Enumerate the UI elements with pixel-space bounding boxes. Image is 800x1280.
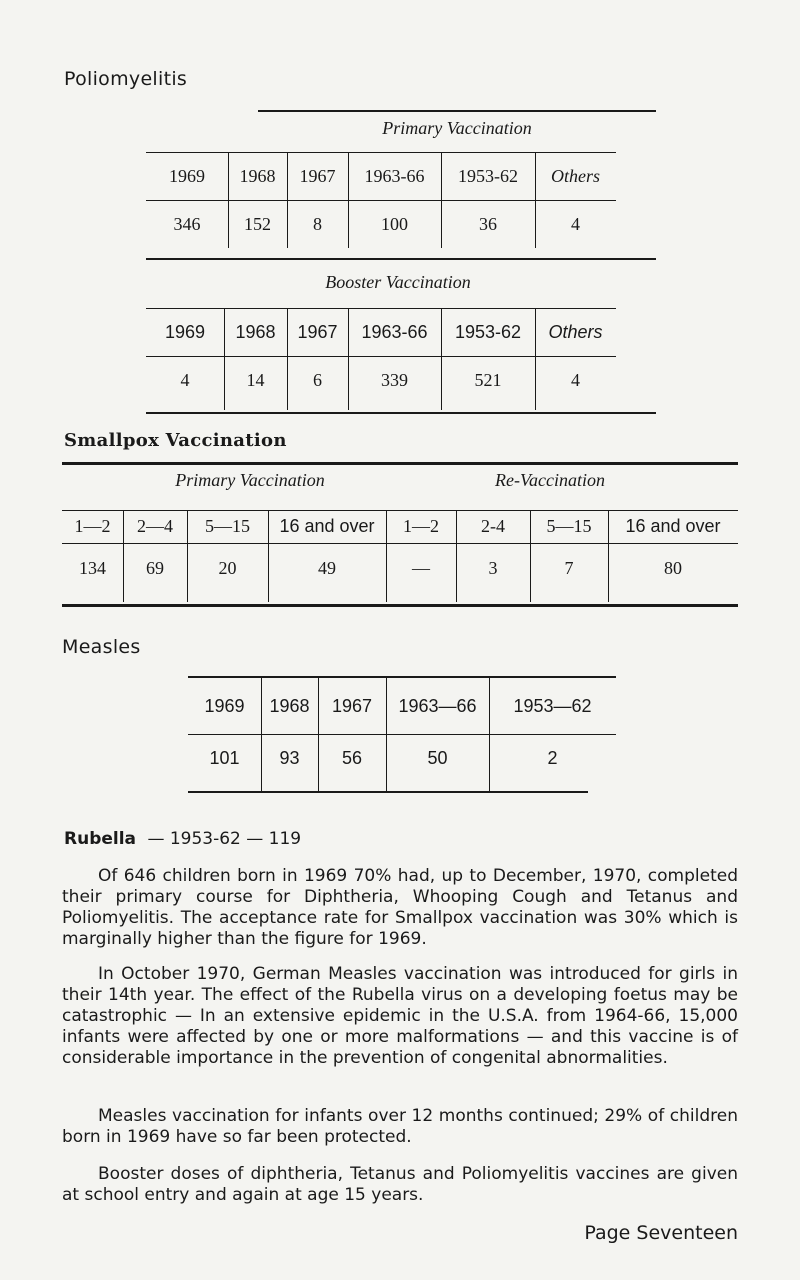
- polio-primary-value: 346: [173, 214, 201, 234]
- polio-primary-value: 152: [244, 214, 271, 234]
- paragraph: In October 1970, German Measles vaccination was introduced for girls in their 14th year. The effect of the Rubella virus on a developing foetus may be catastrophic — In an extensive epidemic in the U.S.A. from 1964-66, 15,000 infants were affected by one or more malformations — and this vaccine is of considerable importance in the prevention of congenital abnormalities.: [62, 964, 738, 1068]
- polio-heading: Poliomyelitis: [64, 68, 188, 90]
- polio-primary-header: 1963-66: [364, 166, 425, 186]
- measles-header: 1963—66: [398, 696, 477, 716]
- smallpox-header: 1—2: [74, 516, 111, 536]
- smallpox-revacc-caption: Re-Vaccination: [495, 470, 605, 490]
- smallpox-value: 3: [488, 558, 498, 578]
- smallpox-primary-caption: Primary Vaccination: [175, 470, 325, 490]
- smallpox-header: 1—2: [403, 516, 439, 536]
- polio-primary-header: 1967: [299, 166, 336, 186]
- polio-booster-value: 521: [474, 370, 502, 390]
- paragraph: Booster doses of diphtheria, Tetanus and Poliomyelitis vaccines are given at school entry and again at age 15 years.: [62, 1164, 738, 1205]
- page-number: Page Seventeen: [584, 1222, 738, 1244]
- smallpox-header: 2-4: [481, 516, 505, 536]
- measles-header: 1967: [331, 696, 373, 716]
- polio-primary-header: 1953-62: [458, 166, 518, 186]
- smallpox-header: 16 and over: [279, 516, 375, 536]
- smallpox-value: 134: [79, 558, 106, 578]
- polio-booster-header: 1963-66: [361, 322, 428, 342]
- measles-header: 1969: [204, 696, 245, 716]
- polio-booster-header: 1953-62: [454, 322, 522, 342]
- polio-booster-header: 1969: [164, 322, 206, 342]
- polio-primary-header: 1969: [169, 166, 205, 186]
- smallpox-header: 5—15: [205, 516, 250, 536]
- smallpox-header: 5—15: [546, 516, 592, 536]
- smallpox-value: 49: [318, 558, 336, 578]
- measles-value: 101: [209, 748, 240, 768]
- polio-primary-header: Others: [551, 166, 600, 186]
- polio-booster-value: 14: [246, 370, 265, 390]
- polio-booster-value: 339: [381, 370, 408, 390]
- polio-primary-caption: Primary Vaccination: [382, 118, 532, 138]
- rubella-label: Rubella: [64, 829, 137, 849]
- polio-booster-value: 4: [180, 370, 190, 390]
- measles-header: 1968: [269, 696, 310, 716]
- polio-primary-value: 4: [571, 214, 580, 234]
- measles-value: 93: [279, 748, 300, 768]
- polio-primary-value: 100: [381, 214, 408, 234]
- smallpox-header: 16 and over: [625, 516, 721, 536]
- smallpox-header: 2—4: [137, 516, 173, 536]
- polio-booster-header: Others: [548, 322, 603, 342]
- smallpox-value: 80: [664, 558, 682, 578]
- smallpox-value: 7: [564, 558, 574, 578]
- polio-booster-caption: Booster Vaccination: [325, 272, 471, 292]
- smallpox-value: 20: [218, 558, 237, 578]
- polio-booster-header: 1968: [235, 322, 276, 342]
- polio-booster-value: 4: [571, 370, 580, 390]
- measles-value: 56: [341, 748, 363, 768]
- smallpox-heading: Smallpox Vaccination: [64, 430, 287, 451]
- polio-booster-header: 1967: [297, 322, 338, 342]
- measles-header: 1953—62: [513, 696, 592, 716]
- rubella-line: [64, 829, 301, 849]
- rubella-text: — 1953-62 — 119: [147, 829, 302, 849]
- measles-value: 50: [427, 748, 448, 768]
- smallpox-value: —: [412, 558, 430, 578]
- polio-primary-header: 1968: [239, 166, 276, 186]
- polio-primary-value: 8: [313, 214, 322, 234]
- measles-value: 2: [547, 748, 558, 768]
- paragraph: Measles vaccination for infants over 12 months continued; 29% of children born in 1969 have so far been protected.: [62, 1106, 738, 1147]
- polio-primary-value: 36: [479, 214, 497, 234]
- measles-heading: Measles: [62, 636, 141, 658]
- smallpox-value: 69: [146, 558, 164, 578]
- paragraph: Of 646 children born in 1969 70% had, up to December, 1970, completed their primary course for Diphtheria, Whooping Cough and Tetanus and Poliomyelitis. The acceptance rate for Smallpox vaccination was 30% which is marginally higher than the figure for 1969.: [62, 866, 738, 949]
- polio-booster-value: 6: [313, 370, 322, 390]
